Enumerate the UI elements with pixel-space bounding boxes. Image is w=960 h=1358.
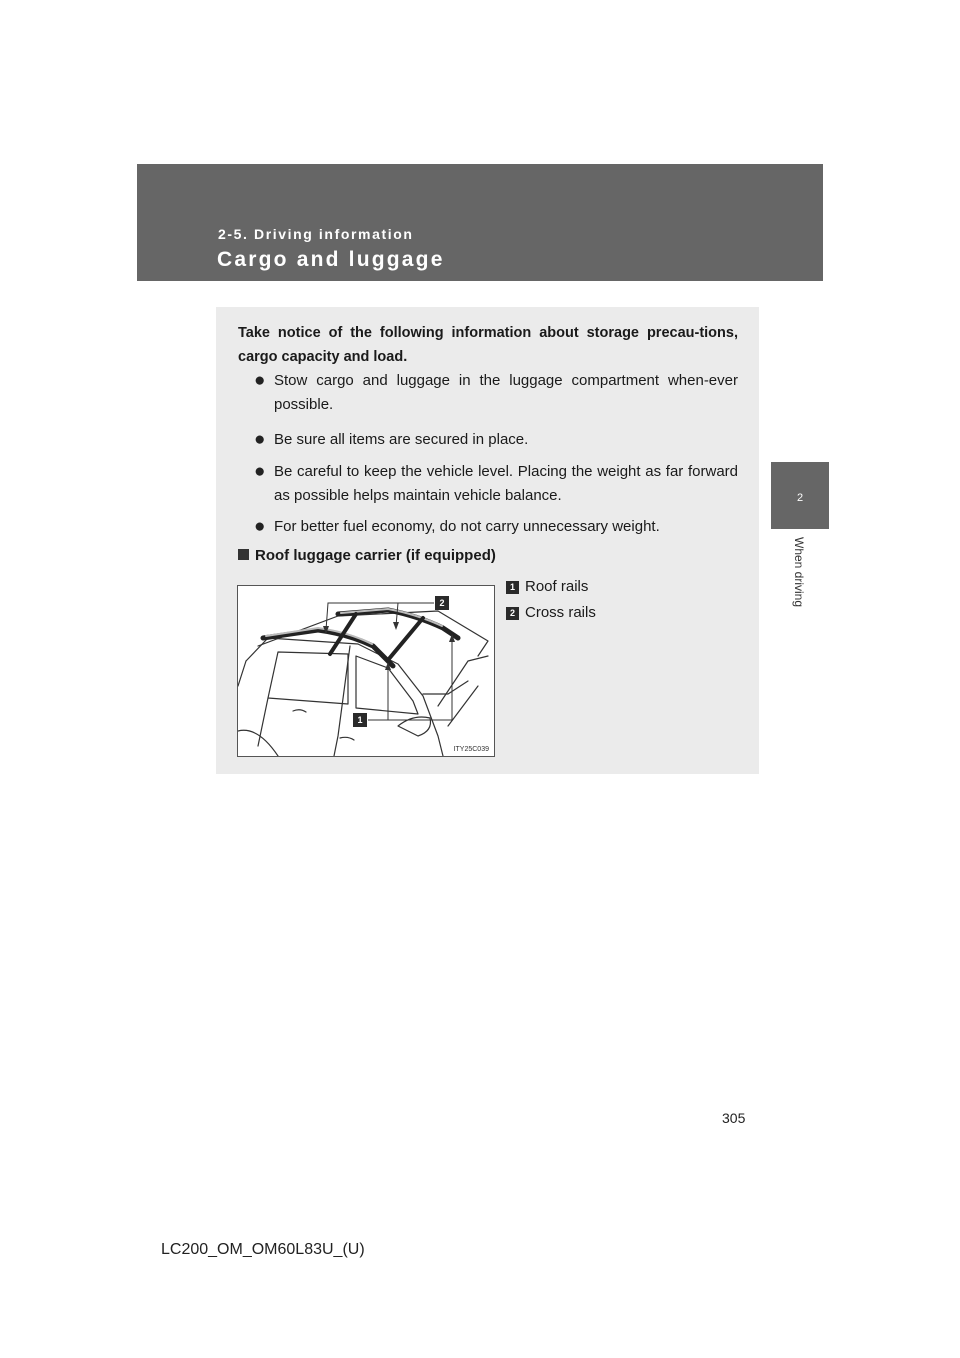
chapter-label: When driving — [792, 537, 806, 608]
content-box — [216, 307, 759, 774]
callout-1-badge: 1 — [353, 713, 367, 727]
bullet-text: Stow cargo and luggage in the luggage compartment when-ever possible. — [274, 372, 738, 413]
bullet-item — [254, 369, 738, 417]
page-number: 305 — [722, 1110, 746, 1126]
bullet-item — [254, 460, 738, 508]
chapter-number: 2 — [796, 492, 804, 504]
callout-2-badge: 2 — [435, 596, 449, 610]
roof-carrier-illustration — [237, 585, 495, 757]
page-title: Cargo and luggage — [217, 248, 445, 271]
bullet-dot-icon: ● — [254, 370, 266, 391]
bullet-text: For better fuel economy, do not carry unnecessary weight. — [274, 518, 660, 535]
document-code: LC200_OM_OM60L83U_(U) — [161, 1241, 365, 1258]
bullet-dot-icon: ● — [254, 516, 266, 537]
vehicle-roof-drawing — [238, 586, 494, 756]
chapter-tab — [771, 462, 829, 529]
subheading — [238, 544, 496, 568]
bullet-dot-icon: ● — [254, 461, 266, 482]
legend-number-badge: 1 — [506, 581, 519, 594]
bullet-text: Be sure all items are secured in place. — [274, 431, 529, 448]
illustration-code: ITY25C039 — [453, 746, 489, 753]
bullet-text: Be careful to keep the vehicle level. Placing the weight as far forward as possible helps maintain vehicle balance. — [274, 463, 738, 504]
page-header — [137, 164, 823, 281]
bullet-dot-icon: ● — [254, 429, 266, 450]
square-bullet-icon — [238, 549, 249, 560]
legend-item-cross-rails — [506, 603, 596, 623]
subheading-text: Roof luggage carrier (if equipped) — [255, 547, 496, 564]
legend-item-roof-rails — [506, 577, 588, 597]
bullet-item — [254, 515, 738, 539]
legend-label: Roof rails — [525, 578, 589, 595]
bullet-item — [254, 428, 738, 452]
legend-label: Cross rails — [525, 604, 596, 621]
legend-number-badge: 2 — [506, 607, 519, 620]
intro-text: Take notice of the following information about storage precau-tions, cargo capacity and load. — [238, 325, 738, 365]
section-label: 2-5. Driving information — [218, 226, 414, 242]
